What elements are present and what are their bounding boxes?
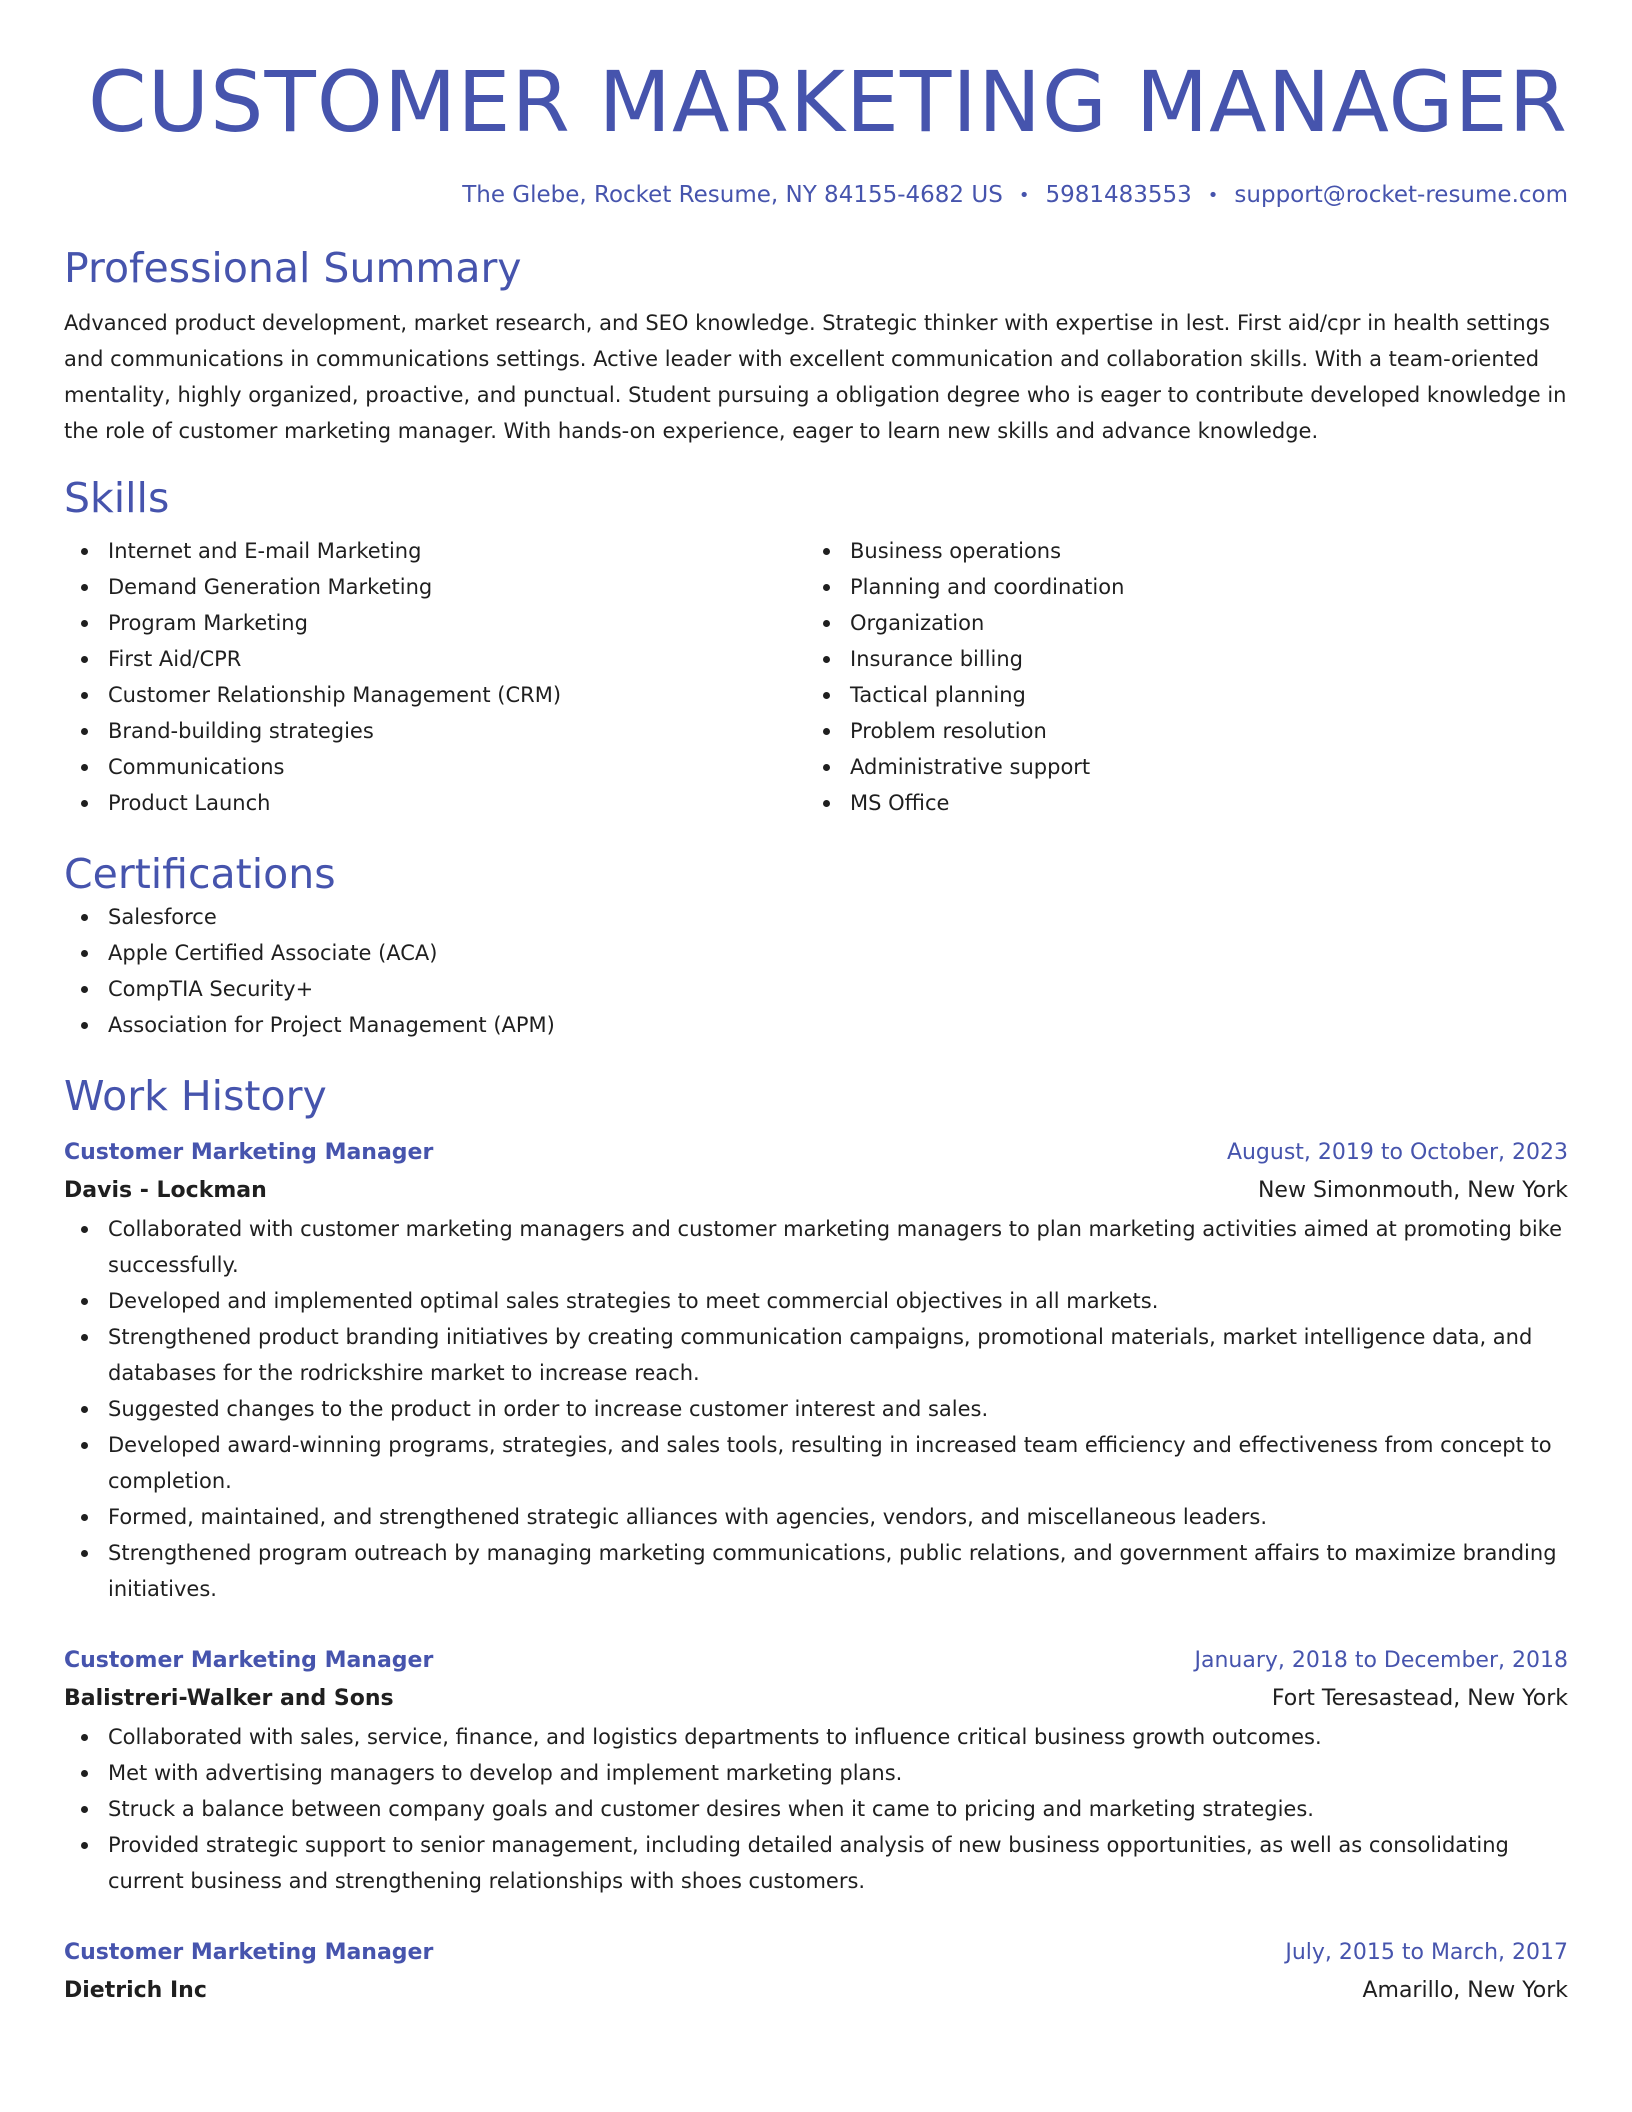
- skill-item-text: Problem resolution: [850, 719, 1047, 743]
- skills-heading: Skills: [64, 474, 170, 522]
- job-duty-item: [64, 1719, 1568, 1755]
- skill-item: [806, 569, 1548, 605]
- contact-separator: •: [1018, 185, 1030, 206]
- bullet-dot: [81, 800, 88, 807]
- bullet-dot: [81, 1514, 88, 1521]
- bullet-dot: [823, 656, 830, 663]
- job-duty-item: [64, 1211, 1568, 1283]
- skills-list-left: [64, 533, 806, 821]
- bullet-dot: [81, 1226, 88, 1233]
- job-duty-item-text: Formed, maintained, and strengthened strategic alliances with agencies, vendors, and miscellaneous leaders.: [108, 1505, 1268, 1529]
- skill-item: [806, 749, 1548, 785]
- skill-item-text: MS Office: [850, 791, 950, 815]
- bullet-dot: [81, 1550, 88, 1557]
- skill-item-text: Program Marketing: [108, 611, 308, 635]
- job-dates: August, 2019 to October, 2023: [1226, 1140, 1568, 1165]
- job-duty-item-text: Strengthened program outreach by managing marketing communications, public relations, and government affairs to maximize branding initiatives.: [108, 1541, 1557, 1601]
- job-duty-item-text: Strengthened product branding initiatives by creating communication campaigns, promotional materials, market intelligence data, and databases for the rodrickshire market to increase reach.: [108, 1325, 1533, 1385]
- bullet-dot: [81, 1334, 88, 1341]
- bullet-dot: [81, 914, 88, 921]
- bullet-dot: [823, 620, 830, 627]
- bullet-dot: [81, 584, 88, 591]
- skills-grid: [64, 533, 1568, 821]
- resume-page: [64, 0, 1568, 2011]
- contact-phone: 5981483553: [1045, 182, 1192, 208]
- work-history-heading: Work History: [64, 1072, 327, 1120]
- bullet-dot: [81, 656, 88, 663]
- skill-item: [806, 785, 1548, 821]
- skill-item-text: Organization: [850, 611, 985, 635]
- bullet-dot: [823, 584, 830, 591]
- job-company: Balistreri-Walker and Sons: [64, 1686, 394, 1711]
- job-duty-item-text: Struck a balance between company goals and customer desires when it came to pricing and marketing strategies.: [108, 1797, 1314, 1821]
- skill-item-text: Planning and coordination: [850, 575, 1125, 599]
- skill-item: [64, 641, 806, 677]
- candidate-title: CUSTOMER MARKETING MANAGER: [88, 53, 1568, 151]
- skill-item-text: Communications: [108, 755, 285, 779]
- job-duty-item: [64, 1391, 1568, 1427]
- job-duty-item-text: Collaborated with customer marketing managers and customer marketing managers to plan marketing activities aimed at promoting bike successfully.: [108, 1217, 1562, 1277]
- job-duty-item: [64, 1535, 1568, 1607]
- bullet-dot: [81, 1022, 88, 1029]
- certifications-heading: Certifications: [64, 850, 336, 898]
- bullet-dot: [81, 1406, 88, 1413]
- skills-list-right: [806, 533, 1548, 821]
- skill-item: [806, 713, 1548, 749]
- summary-heading: Professional Summary: [64, 244, 522, 292]
- skill-item-text: Insurance billing: [850, 647, 1024, 671]
- job-duty-item-text: Met with advertising managers to develop and implement marketing plans.: [108, 1761, 903, 1785]
- job-company-row: [64, 1971, 1568, 2011]
- skill-item-text: Customer Relationship Management (CRM): [108, 683, 562, 707]
- bullet-dot: [823, 692, 830, 699]
- skill-item: [64, 533, 806, 569]
- certifications-list: [64, 899, 1568, 1043]
- job-location: Amarillo, New York: [1362, 1978, 1568, 2003]
- job-title-row: [64, 1135, 1568, 1171]
- job-duty-item-text: Provided strategic support to senior management, including detailed analysis of new business opportunities, as well as consolidating current business and strengthening relationships with shoes customers.: [108, 1833, 1509, 1893]
- skill-item: [64, 713, 806, 749]
- job-duty-item-text: Suggested changes to the product in order to increase customer interest and sales.: [108, 1397, 989, 1421]
- contact-separator: •: [1207, 185, 1219, 206]
- skill-item: [806, 641, 1548, 677]
- job-duty-item: [64, 1755, 1568, 1791]
- resume-header: [64, 0, 1568, 211]
- certification-item-text: Association for Project Management (APM): [108, 1013, 555, 1037]
- skill-item: [64, 569, 806, 605]
- job-title-row: [64, 1935, 1568, 1971]
- bullet-dot: [81, 1298, 88, 1305]
- job-location: Fort Teresastead, New York: [1271, 1686, 1568, 1711]
- bullet-dot: [81, 950, 88, 957]
- skill-item-text: Tactical planning: [850, 683, 1026, 707]
- job-dates: January, 2018 to December, 2018: [1194, 1648, 1568, 1673]
- bullet-dot: [81, 728, 88, 735]
- job-duty-item: [64, 1319, 1568, 1391]
- skill-item-text: Internet and E-mail Marketing: [108, 539, 422, 563]
- job-duty-item-text: Developed and implemented optimal sales strategies to meet commercial objectives in all markets.: [108, 1289, 1159, 1313]
- job-company-row: [64, 1679, 1568, 1719]
- bullet-dot: [81, 620, 88, 627]
- job-entry: [64, 1935, 1568, 2011]
- skill-item-text: Administrative support: [850, 755, 1091, 779]
- job-title: Customer Marketing Manager: [64, 1940, 434, 1965]
- job-dates: July, 2015 to March, 2017: [1285, 1940, 1568, 1965]
- bullet-dot: [823, 728, 830, 735]
- job-company-row: [64, 1171, 1568, 1211]
- job-duty-item-text: Collaborated with sales, service, finance, and logistics departments to influence critical business growth outcomes.: [108, 1725, 1322, 1749]
- certification-item-text: Apple Certified Associate (ACA): [108, 941, 438, 965]
- skill-item-text: Product Launch: [108, 791, 271, 815]
- bullet-dot: [81, 1442, 88, 1449]
- job-entry: [64, 1643, 1568, 1899]
- bullet-dot: [81, 986, 88, 993]
- skill-item: [806, 677, 1548, 713]
- job-duty-item: [64, 1827, 1568, 1899]
- contact-email: support@rocket-resume.com: [1234, 182, 1568, 208]
- bullet-dot: [81, 1806, 88, 1813]
- job-title: Customer Marketing Manager: [64, 1648, 434, 1673]
- job-entry: [64, 1135, 1568, 1607]
- certification-item: [64, 971, 1568, 1007]
- skill-item: [64, 785, 806, 821]
- bullet-dot: [823, 548, 830, 555]
- job-company: Dietrich Inc: [64, 1978, 207, 2003]
- job-duty-item: [64, 1427, 1568, 1499]
- bullet-dot: [81, 692, 88, 699]
- certification-item-text: CompTIA Security+: [108, 977, 314, 1001]
- bullet-dot: [81, 1734, 88, 1741]
- skill-item-text: Demand Generation Marketing: [108, 575, 433, 599]
- bullet-dot: [81, 764, 88, 771]
- job-duty-item: [64, 1791, 1568, 1827]
- job-title-row: [64, 1643, 1568, 1679]
- bullet-dot: [823, 764, 830, 771]
- skill-item-text: Business operations: [850, 539, 1062, 563]
- skills-column-right: [806, 533, 1548, 821]
- skill-item: [64, 605, 806, 641]
- bullet-dot: [81, 1770, 88, 1777]
- job-location: New Simonmouth, New York: [1257, 1178, 1568, 1203]
- skill-item: [806, 605, 1548, 641]
- skill-item: [806, 533, 1548, 569]
- certification-item: [64, 1007, 1568, 1043]
- certification-item-text: Salesforce: [108, 905, 217, 929]
- job-duty-item: [64, 1283, 1568, 1319]
- skill-item-text: Brand-building strategies: [108, 719, 374, 743]
- job-duty-item: [64, 1499, 1568, 1535]
- contact-address: The Glebe, Rocket Resume, NY 84155-4682 US: [462, 182, 1003, 208]
- skill-item: [64, 677, 806, 713]
- bullet-dot: [823, 800, 830, 807]
- bullet-dot: [81, 1842, 88, 1849]
- skill-item: [64, 749, 806, 785]
- job-duties-list: [64, 1211, 1568, 1607]
- job-company: Davis - Lockman: [64, 1178, 267, 1203]
- job-duties-list: [64, 1719, 1568, 1899]
- bullet-dot: [81, 548, 88, 555]
- skills-column-left: [64, 533, 806, 821]
- job-title: Customer Marketing Manager: [64, 1140, 434, 1165]
- summary-text: Advanced product development, market research, and SEO knowledge. Strategic thinker with expertise in lest. First aid/cpr in health settings and communications in communications settings. Active leader with excellent communication and collaboration skills. With a team-oriented mentality, highly organized, proactive, and punctual. Student pursuing a obligation degree who is eager to contribute developed knowledge in the role of customer marketing manager. With hands-on experience, eager to learn new skills and advance knowledge.: [64, 311, 1567, 443]
- certification-item: [64, 935, 1568, 971]
- job-duty-item-text: Developed award-winning programs, strategies, and sales tools, resulting in increased team efficiency and effectiveness from concept to completion.: [108, 1433, 1552, 1493]
- contact-line: [64, 180, 1568, 211]
- skill-item-text: First Aid/CPR: [108, 647, 242, 671]
- certification-item: [64, 899, 1568, 935]
